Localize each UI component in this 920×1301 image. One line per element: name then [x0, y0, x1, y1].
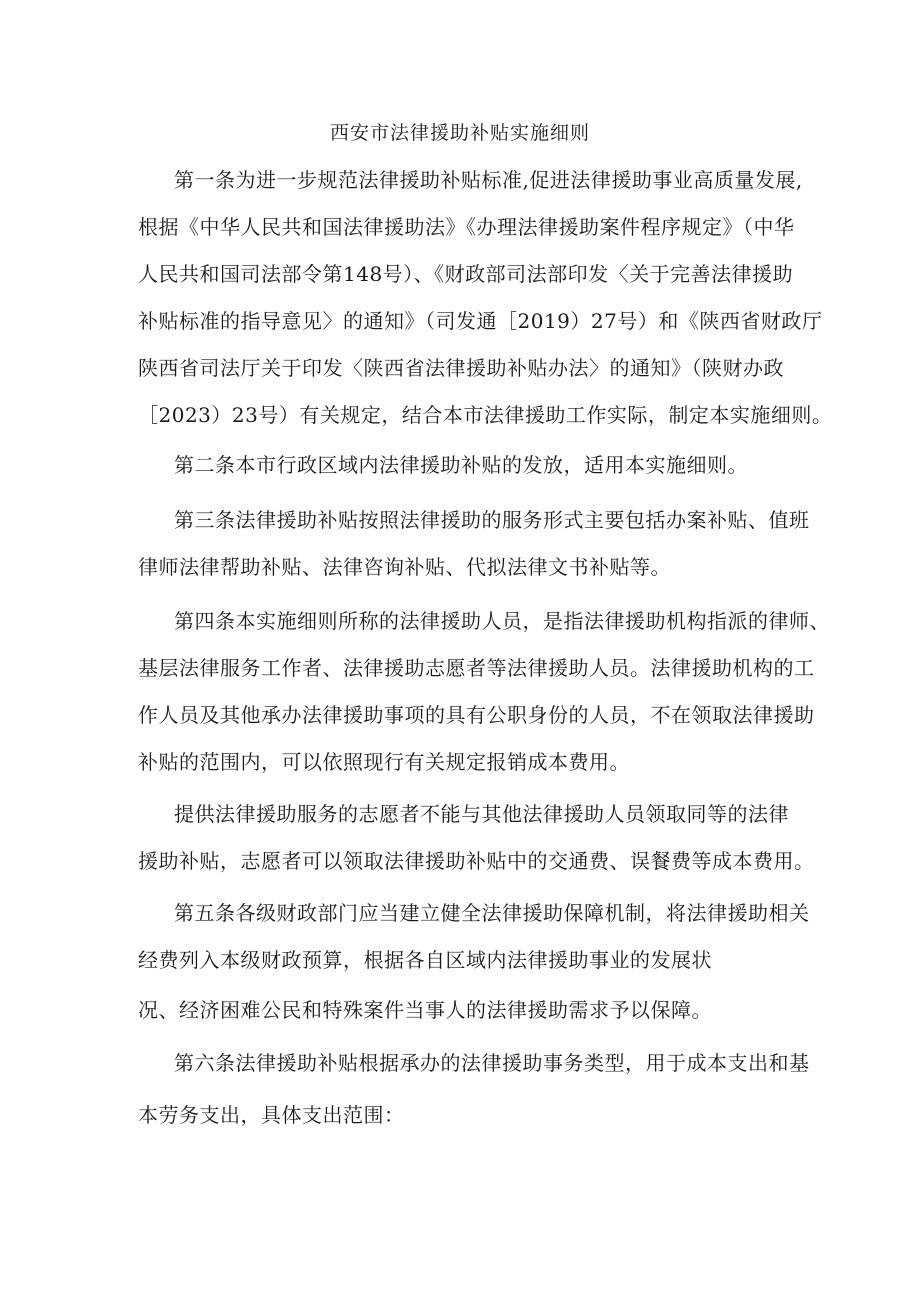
article-1-line-6: ［2023）23号）有关规定，结合本市法律援助工作实际，制定本实施细则。: [138, 403, 833, 427]
document-title: 西安市法律援助补贴实施细则: [329, 122, 590, 144]
article-4-line-3: 作人员及其他承办法律援助事项的具有公职身份的人员，不在领取法律援助: [138, 703, 815, 727]
article-1-line-3: 人民共和国司法部令第148号）、《财政部司法部印发〈关于完善法律援助: [138, 262, 794, 286]
article-4-line-4: 补贴的范围内，可以依照现行有关规定报销成本费用。: [138, 750, 630, 774]
article-1-line-2: 根据《中华人民共和国法律援助法》《办理法律援助案件程序规定》（中华: [138, 215, 795, 239]
article-2-line-1: 第二条本市行政区域内法律援助补贴的发放，适用本实施细则。: [174, 453, 748, 477]
article-5-line-2: 经费列入本级财政预算，根据各自区域内法律援助事业的发展状: [138, 948, 712, 972]
article-6-line-1: 第六条法律援助补贴根据承办的法律援助事务类型，用于成本支出和基: [174, 1051, 810, 1075]
article-4-line-1: 第四条本实施细则所称的法律援助人员，是指法律援助机构指派的律师、: [174, 609, 830, 633]
article-1-line-1: 第一条为进一步规范法律援助补贴标准,促进法律援助事业高质量发展,: [174, 168, 803, 192]
article-4-line-2: 基层法律服务工作者、法律援助志愿者等法律援助人员。法律援助机构的工: [138, 656, 815, 680]
volunteer-para-line-1: 提供法律援助服务的志愿者不能与其他法律援助人员领取同等的法律: [174, 802, 789, 826]
article-1-line-4: 补贴标准的指导意见〉的通知》（司发通［2019）27号）和《陕西省财政厅: [138, 309, 823, 333]
article-5-line-3: 况、经济困难公民和特殊案件当事人的法律援助需求予以保障。: [138, 998, 712, 1022]
article-3-line-1: 第三条法律援助补贴按照法律援助的服务形式主要包括办案补贴、值班: [174, 508, 810, 532]
article-5-line-1: 第五条各级财政部门应当建立健全法律援助保障机制，将法律援助相关: [174, 901, 810, 925]
article-6-line-2: 本劳务支出，具体支出范围：: [138, 1103, 405, 1127]
article-3-line-2: 律师法律帮助补贴、法律咨询补贴、代拟法律文书补贴等。: [138, 555, 671, 579]
article-1-line-5: 陕西省司法厅关于印发〈陕西省法律援助补贴办法〉的通知》（陕财办政: [138, 356, 784, 380]
volunteer-para-line-2: 援助补贴，志愿者可以领取法律援助补贴中的交通费、误餐费等成本费用。: [138, 849, 815, 873]
